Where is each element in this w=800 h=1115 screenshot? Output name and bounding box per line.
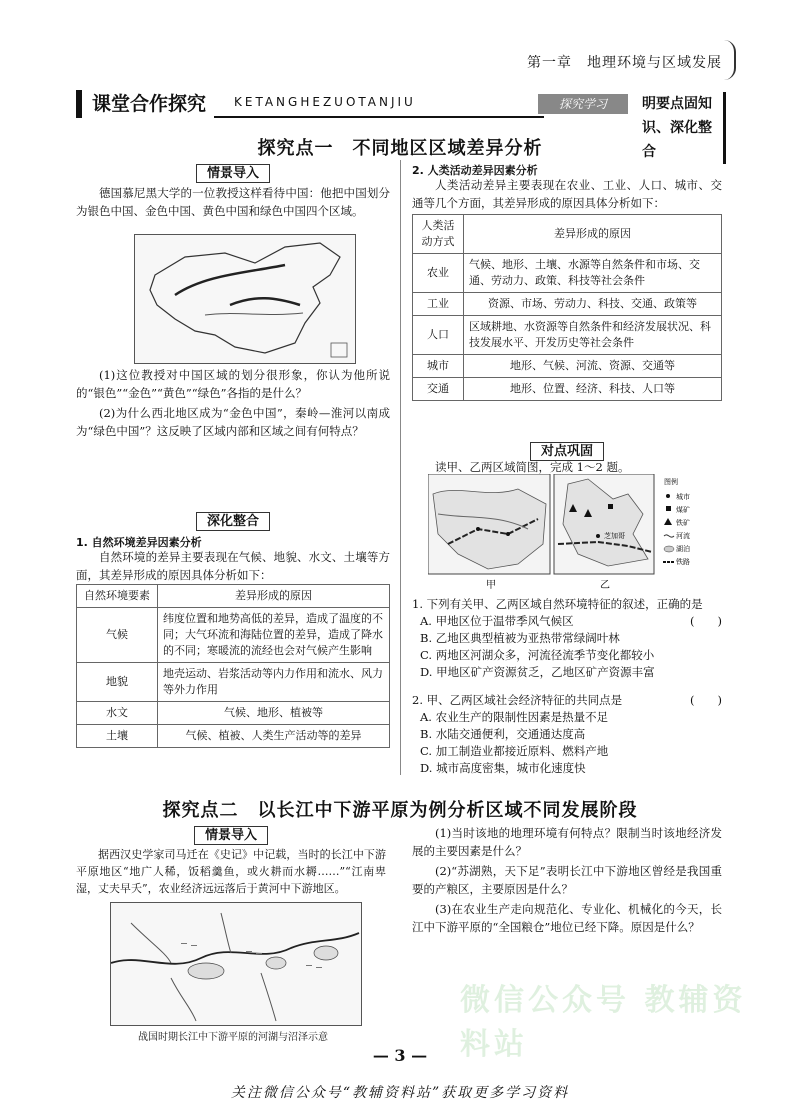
table-cell: 农业 [413,254,464,293]
q2-option-d: D. 城市高度密集，城市化速度快 [420,761,586,775]
intro-text: 德国慕尼黑大学的一位教授这样看待中国：他把中国划分为银色中国、金色中国、黄色中国和绿色中国四个区域。 [76,186,390,218]
q1-option-a: A. 甲地区位于温带季风气候区 [420,614,574,628]
table-cell: 地形、位置、经济、科技、人口等 [464,378,722,401]
watermark: 微信公众号 教辅资料站 [460,983,747,1062]
human-title: 2. 人类活动差异因素分析 [412,164,538,177]
map-place-label: 芝加哥 [604,532,625,540]
table-row [413,316,722,355]
section2-intro-text: 据西汉史学家司马迁在《史记》中记载，当时的长江中下游平原地区“地广人稀，饭稻羹鱼，或火耕而水耨……”“江南卑湿，丈夫早夭”，农业经济远远落后于黄河中下游地区。 [76,848,386,895]
table-row [413,355,722,378]
city-icon [506,532,510,536]
page-number: — 3 — [372,1046,428,1065]
table-header-cell: 差异形成的原因 [158,585,390,608]
check-question-1 [412,596,722,681]
table-cell: 纬度位置和地势高低的差异，造成了温度的不同；大气环流和海陆位置的差异，造成了降水的不同；寒暖流的流经也会对气候产生影响 [158,608,390,663]
lake-shape [266,957,286,969]
table-cell: 土壤 [77,725,158,748]
table-header-cell: 自然环境要素 [77,585,158,608]
map-yi-label: 乙 [600,580,610,591]
table-cell: 资源、市场、劳动力、科技、交通、政策等 [464,293,722,316]
check-intro: 读甲、乙两区域简图，完成 1～2 题。 [435,460,630,474]
table-cell: 气候 [77,608,158,663]
table-cell: 城市 [413,355,464,378]
table-row [413,254,722,293]
table-row [77,663,390,702]
section1-q1: (1)这位教授对中国区域的划分很形象，你认为他所说的“银色”“金色”“黄色”“绿色”各指的是什么？ [76,368,390,400]
column-divider [400,160,401,775]
legend-item: 煤矿 [676,506,690,514]
banner-motto: 明要点固知识、深化整合 [642,92,726,164]
q2-option-b: B. 水陆交通便利，交通通达度高 [420,727,586,741]
table-header-row [77,585,390,608]
tributary-line [261,973,276,1021]
human-table [412,214,722,401]
table-header-row [413,215,722,254]
legend-item: 铁路 [676,558,690,566]
section2-q1: (1)当时该地的地理环境有何特点？限制当时该地经济发展的主要因素是什么？ [412,826,722,858]
table-cell: 水文 [77,702,158,725]
tributary-line [171,978,196,1021]
table-cell: 交通 [413,378,464,401]
section2-title: 探究点二 以长江中下游平原为例分析区域不同发展阶段 [162,800,638,821]
table-cell: 气候、地形、植被等 [158,702,390,725]
q1-option-d: D. 甲地区矿产资源贫乏，乙地区矿产资源丰富 [420,665,655,679]
intro-title: 情景导入 [196,164,270,183]
deep-title: 深化整合 [196,512,270,531]
boundary-line-qinling [230,298,300,305]
lake-shape [188,963,224,979]
check-title: 对点巩固 [530,442,604,461]
coal-mine-icon [666,506,671,511]
table-cell: 工业 [413,293,464,316]
table-row [77,702,390,725]
chapter-header: 第一章 地理环境与区域发展 [527,55,722,71]
legend-item: 湖泊 [676,545,690,553]
legend-item: 铁矿 [676,519,690,527]
table-cell: 地貌 [77,663,158,702]
china-outline [150,243,340,353]
table-cell: 气候、植被、人类生产活动等的差异 [158,725,390,748]
answer-paren: ( ) [690,693,722,707]
natural-intro: 自然环境的差异主要表现在气候、地貌、水文、土壤等方面，其差异形成的原因具体分析如下： [76,550,390,582]
coal-mine-icon [608,504,613,509]
q1-option-c: C. 两地区河湖众多，河流径流季节变化都较小 [420,648,655,662]
human-intro: 人类活动差异主要表现在农业、工业、人口、城市、交通等几个方面，其差异形成的原因具体分析如下： [412,178,722,210]
legend-title: 图例 [664,478,678,486]
q2-stem: 2. 甲、乙两区域社会经济特征的共同点是 [412,693,623,707]
q1-stem: 1. 下列有关甲、乙两区域自然环境特征的叙述，正确的是 [412,597,703,611]
tributary-line [221,913,231,953]
banner-tag: 探究学习 [538,94,628,114]
answer-paren: ( ) [690,614,722,628]
natural-title: 1. 自然环境差异因素分析 [76,536,202,549]
yangtze-map-caption: 战国时期长江中下游平原的河湖与沼泽示意 [138,1032,328,1043]
natural-table [76,584,390,748]
legend-item: 城市 [676,493,690,501]
city-icon [666,494,670,498]
city-icon [596,534,600,538]
section2-q2: (2)“苏湖熟，天下足”表明长江中下游地区曾经是我国重要的产粮区，主要原因是什么？ [412,864,722,896]
yangtze-map [110,902,362,1026]
iron-mine-icon [664,518,672,525]
q2-option-c: C. 加工制造业都接近原料、燃料产地 [420,744,609,758]
table-header-cell: 人类活动方式 [413,215,464,254]
table-row [77,725,390,748]
city-icon [476,527,480,531]
table-row [413,378,722,401]
section1-title: 探究点一 不同地区区域差异分析 [257,138,543,159]
south-sea-inset [331,343,347,357]
check-question-2 [412,692,722,777]
table-cell: 地形、气候、河流、资源、交通等 [464,355,722,378]
section2-intro-title: 情景导入 [194,826,268,845]
tributary-line [131,923,171,963]
legend-item: 河流 [676,532,690,540]
map-legend [663,477,690,566]
header-bracket [724,40,736,80]
section2-q3: (3)在农业生产走向规范化、专业化、机械化的今天，长江中下游平原的“全国粮仓”地位已经下降。原因是什么？ [412,902,722,934]
river-line [205,313,303,315]
table-header-cell: 差异形成的原因 [464,215,722,254]
region-maps [428,474,718,592]
table-cell: 地壳运动、岩浆活动等内力作用和流水、风力等外力作用 [158,663,390,702]
map-jia-label: 甲 [486,580,496,591]
q1-option-b: B. 乙地区典型植被为亚热带常绿阔叶林 [420,631,620,645]
table-cell: 人口 [413,316,464,355]
page-number-value: 3 [394,1046,406,1065]
table-row [77,608,390,663]
river-icon [664,535,674,537]
table-row [413,293,722,316]
footer-note: 关注微信公众号“教辅资料站”获取更多学习资料 [230,1085,570,1101]
boundary-line-north [175,265,285,295]
lake-icon [664,546,674,552]
china-map [134,234,356,364]
lake-shape [314,946,338,960]
banner-pinyin: KETANGHEZUOTANJIU [214,92,544,118]
table-cell: 区域耕地、水资源等自然条件和经济发展状况、科技发展水平、开发历史等社会条件 [464,316,722,355]
section1-q2: (2)为什么西北地区成为“金色中国”，秦岭—淮河以南成为“绿色中国”？这反映了区域内部和区域之间有何特点？ [76,406,390,438]
table-cell: 气候、地形、土壤、水源等自然条件和市场、交通、劳动力、政策、科技等社会条件 [464,254,722,293]
banner-label: 课堂合作探究 [76,90,212,118]
q2-option-a: A. 农业生产的限制性因素是热量不足 [420,710,609,724]
